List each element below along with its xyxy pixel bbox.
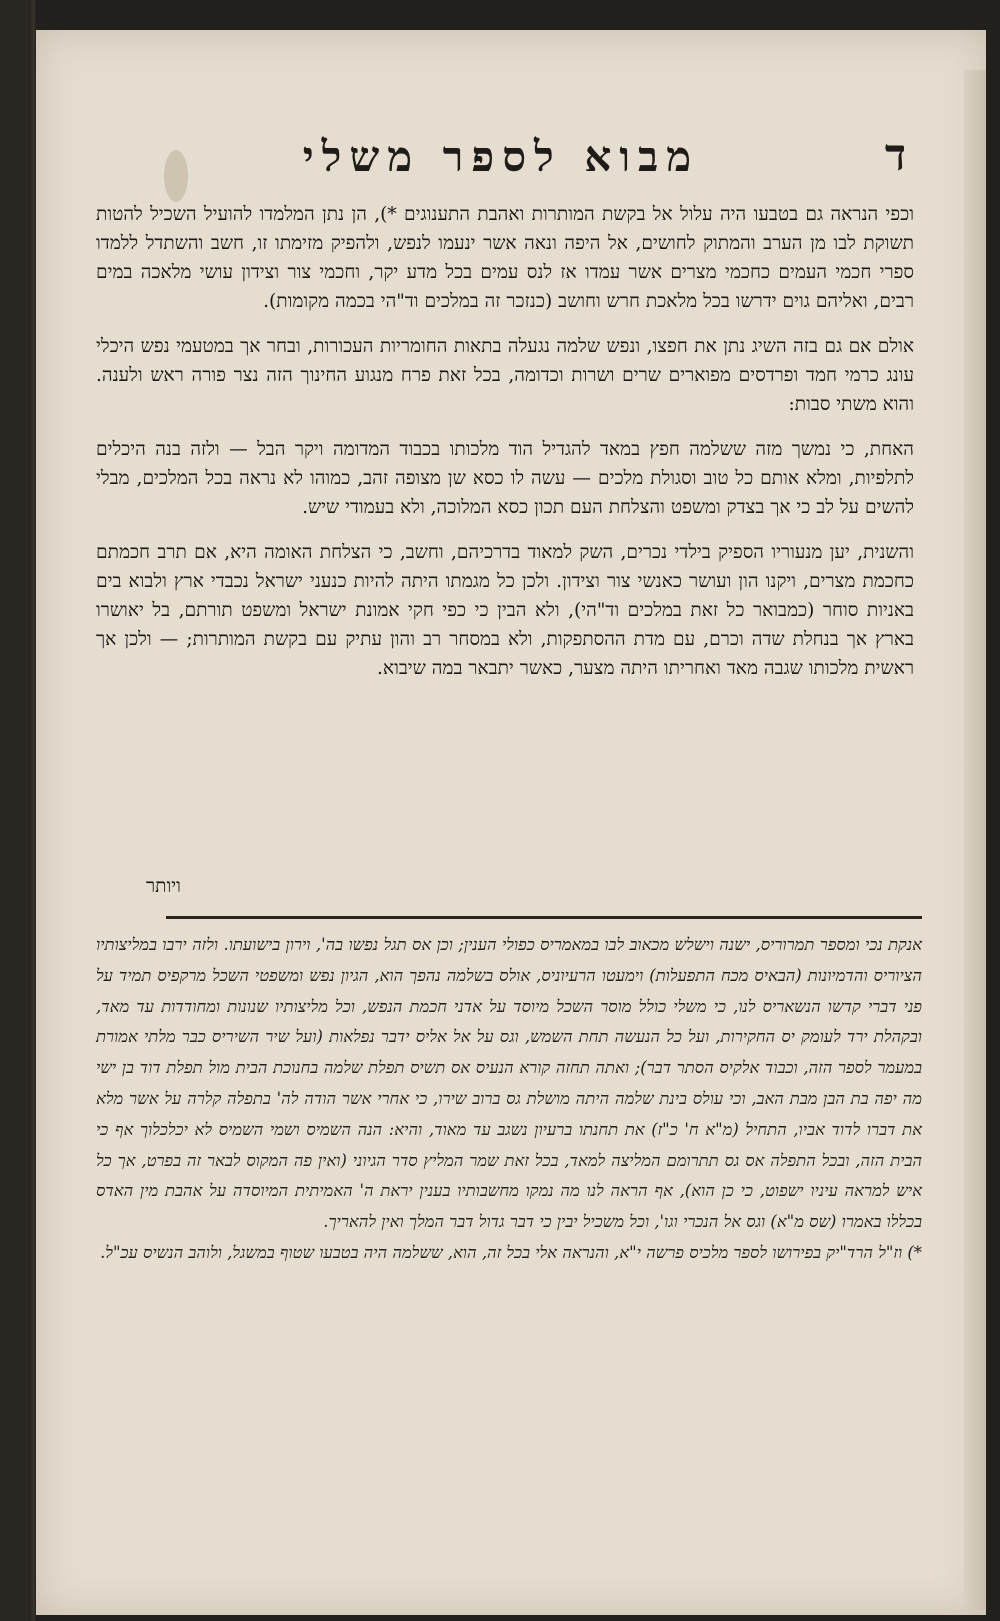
book-page	[36, 30, 986, 1615]
footnote-divider	[166, 916, 922, 919]
page-edge	[964, 70, 986, 1610]
footnote-star: *) וז"ל הרד"יק בפירושו לספר מלכיס פרשה י"א, והנראה אלי בכל זה, הוא, ששלמה היה בטבעו שטוף במשגל, ולוהב הנשיס עכ"ל.	[100, 1242, 922, 1262]
footnotes-block	[96, 930, 922, 1269]
paragraph-4: והשנית, יען מנעוריו הספיק בילדי נכרים, השק למאוד בדרכיהם, וחשב, כי הצלחת האומה היא, אם תרב חכמתם כחכמת מצרים, ויקנו הון ועושר כאנשי צור וצידון. ולכן כל מגמתו היתה להיות כנעני ישראל נכבדי ארץ ולבוא בים באניות סוחר (כמבואר כל זאת במלכים וד"הי), ולא הבין כי כפי חקי אמונת ישראל ומשפט תורתם, בל יאושרו בארץ אך בנחלת שדה וכרם, עם מדת ההסתפקות, ולא במסחר רב והון עתיק עם בקשת המותרות; — ולכן אך ראשית מלכותו שגבה מאד ואחריתו היתה מצער, כאשר יתבאר במה שיבוא.	[96, 542, 914, 679]
paragraph-3: האחת, כי נמשך מזה ששלמה חפץ במאד להגדיל הוד מלכותו בכבוד המדומה ויקר הבל — ולזה בנה היכלים לתלפיות, ומלא אותם כל טוב וסגולת מלכים — עשה לו כסא שן מצופה זהב, כמוהו לא נראה בכל המלכים, מבלי להשים על לב כי אך בצדק ומשפט והצלחת העם תכון כסא המלוכה, ולא בעמודי שיש.	[96, 439, 914, 518]
page-number-letter: ד	[884, 130, 906, 181]
main-text-block	[96, 200, 914, 699]
page-header	[76, 130, 926, 200]
paragraph-2: אולם אם גם בזה השיג נתן את חפצו, ונפש שלמה נגעלה בתאות החומריות העכורות, ובחר אך במטעמי נפש היכלי עונג כרמי חמד ופרדסים מפוארים שרים ושרות וכדומה, בכל זאת פרח מנגוע החינוך הזה נצר פורה ראש ולענה. והוא משתי סבות:	[96, 336, 915, 415]
page-title: מבוא לספר משלי	[302, 132, 700, 181]
footnote-continued: אנקת נכי ומספר תמרוריס, ישנה וישלש מכאוב לבו במאמריס כפולי הענין; וכן אס תגל נפשו בה', וירון בישועתו. ולזה ירבו במליצותיו הציוריס והדמיונות (הבאיס מכח התפעלות) וימעטו הרעיוניס, אולס בשלמה נהפך הוא, הגיון נפש ומשפטי השכל מרקפיס תמיד על פני דברי קדשו הנשאריס לנו, כי משלי כולל מוסר השכל מיוסד על אדני חכמת הנפש, וכל מליצותיו שנונות ומחודדות עד מאד, ובקהלת ירד לעומק יס החקירות, ועל כל הנעשה תחת השמש, וגס על אל אליס ידבר נפלאות (ועל שיר השיריס כבר מלתי אמורת במעמר לספר הזה, וכבוד אלקיס הסתר דבר); ואתה תחזה קורא הנעיס אס תשיס תפלת שלמה בחנוכת הבית מול תפלת דוד בן ישי מה יפה בת הבן מבת האב, וכי עולס בינת שלמה היתה מושלת גס ברוב שירו, כי אחרי אשר הודה לה' בתפלה קלרה על אשר מלא את דברו לדוד אביו, התחיל (מ"א ח' כ"ז) את תחנתו ברעיון נשגב עד מאוד, והיא: הנה השמיס ושמי השמיס לא יכלכלוך אף כי הבית הזה, ובכל התפלה אס גס תתרומם המליצה למאד, בכל זאת שמר המליץ סדר הגיוני (ואין פה המקוס לבאר זה בפרט, אך כל איש למראה עיניו ישפוט, כי כן הוא), אף הראה לנו מה נמקו מחשבותיו בענין יראת ה' האמיתית המיוסדה על אהבת מין האדס בכללו באמרו (שס מ"א) וגס אל הנכרי וגו', וכל משכיל יבין כי דבר גדול דבר המלך ואין להאריך.	[96, 935, 922, 1232]
paragraph-1: וכפי הנראה גם בטבעו היה עלול אל בקשת המותרות ואהבת התענוגים *), הן נתן המלמדו להועיל השכיל להטות תשוקת לבו מן הערב והמתוק לחושים, אל היפה ונאה אשר ינעמו לנפש, ולהפיק מזימתו זו, חשב והשתדל ללמדו ספרי חכמי העמים כחכמי מצרים אשר עמדו אז לנס עמים בכל מדע יקר, וחכמי צור וצידון עושי מלאכה במים רבים, ואליהם גוים ידרשו בכל מלאכת חרש וחושב (כנזכר זה במלכים וד"הי בכמה מקומות).	[96, 204, 914, 312]
catchword: ויותר	[146, 876, 181, 897]
